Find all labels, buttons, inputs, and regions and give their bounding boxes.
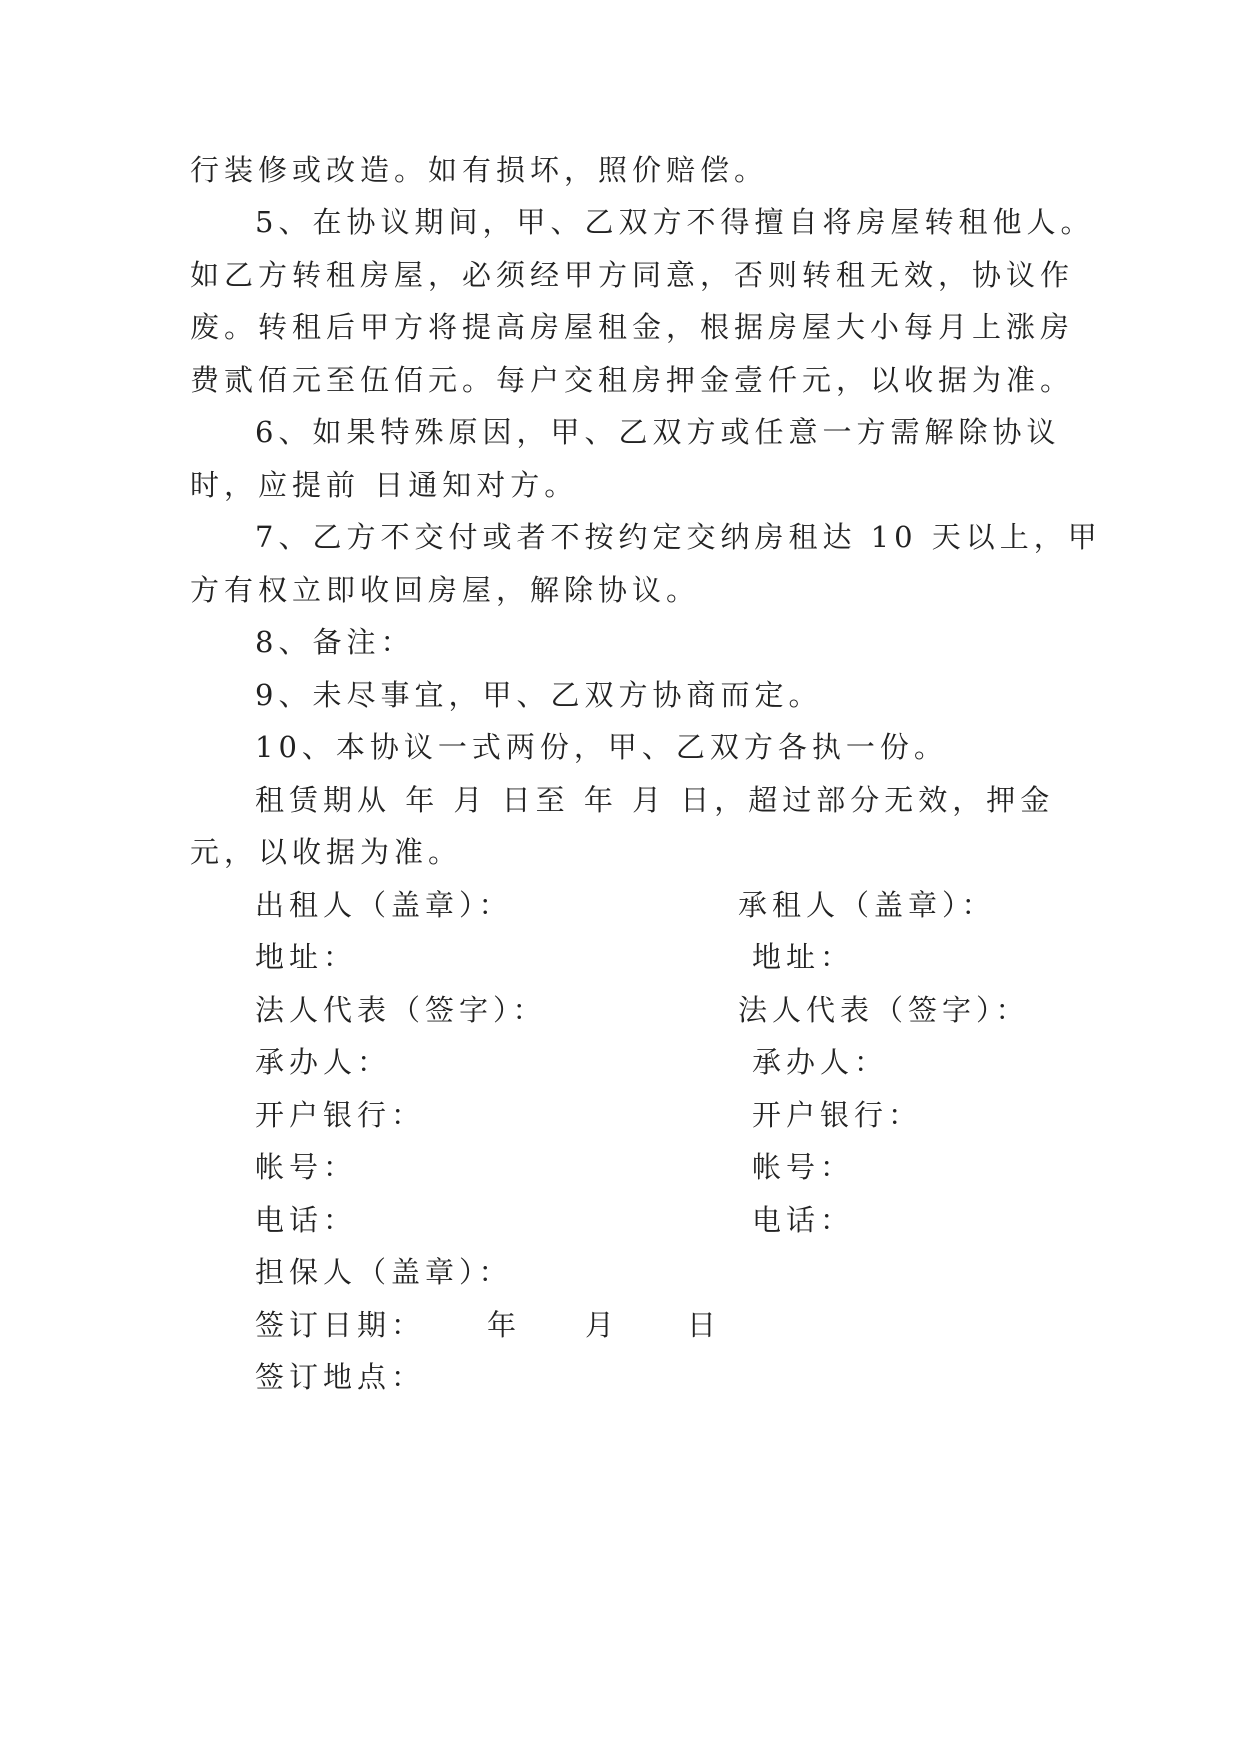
paragraph-8: 8、备注： — [255, 625, 415, 659]
lessee-phone-label: 电话： — [752, 1203, 855, 1237]
lessor-seal-label: 出租人（盖章）： — [255, 888, 513, 922]
paragraph-6-line-2: 时，应提前 日通知对方。 — [190, 468, 579, 502]
sign-date-year: 年 — [487, 1308, 517, 1342]
lease-term-line-1: 租赁期从 年 月 日至 年 月 日，超过部分无效，押金 — [255, 783, 1055, 817]
paragraph-5-line-4: 费贰佰元至伍佰元。每户交租房押金壹仟元，以收据为准。 — [190, 363, 1075, 397]
sign-date-month: 月 — [585, 1308, 615, 1342]
lessee-account-label: 帐号： — [752, 1150, 855, 1184]
paragraph-6-line-1: 6、如果特殊原因，甲、乙双方或任意一方需解除协议 — [255, 415, 1061, 449]
paragraph-10: 10、本协议一式两份，甲、乙双方各执一份。 — [255, 730, 948, 764]
lessee-address-label: 地址： — [752, 940, 855, 974]
paragraph-7-line-2: 方有权立即收回房屋，解除协议。 — [190, 573, 701, 607]
guarantor-seal-label: 担保人（盖章）： — [255, 1255, 513, 1289]
lessor-legal-rep-label: 法人代表（签字）： — [255, 993, 547, 1027]
paragraph-9: 9、未尽事宜，甲、乙双方协商而定。 — [255, 678, 823, 712]
paragraph-5-line-2: 如乙方转租房屋，必须经甲方同意，否则转租无效，协议作 — [190, 258, 1075, 292]
lessee-legal-rep-label: 法人代表（签字）： — [738, 993, 1030, 1027]
paragraph-7-line-1: 7、乙方不交付或者不按约定交纳房租达 10 天以上，甲 — [255, 520, 1102, 554]
lessor-phone-label: 电话： — [255, 1203, 358, 1237]
paragraph-5-line-1: 5、在协议期间，甲、乙双方不得擅自将房屋转租他人。 — [255, 205, 1095, 239]
paragraph-5-line-3: 废。转租后甲方将提高房屋租金，根据房屋大小每月上涨房 — [190, 310, 1075, 344]
sign-date-label: 签订日期： — [255, 1308, 426, 1342]
lessor-address-label: 地址： — [255, 940, 358, 974]
sign-place-label: 签订地点： — [255, 1360, 426, 1394]
lessee-handler-label: 承办人： — [752, 1045, 889, 1079]
lessor-account-label: 帐号： — [255, 1150, 358, 1184]
paragraph-4-tail: 行装修或改造。如有损坏，照价赔偿。 — [190, 153, 769, 187]
lessor-handler-label: 承办人： — [255, 1045, 392, 1079]
lessee-bank-label: 开户银行： — [752, 1098, 923, 1132]
lease-term-line-2: 元，以收据为准。 — [190, 835, 463, 869]
lessor-bank-label: 开户银行： — [255, 1098, 426, 1132]
lessee-seal-label: 承租人（盖章）： — [738, 888, 996, 922]
sign-date-day: 日 — [687, 1308, 717, 1342]
